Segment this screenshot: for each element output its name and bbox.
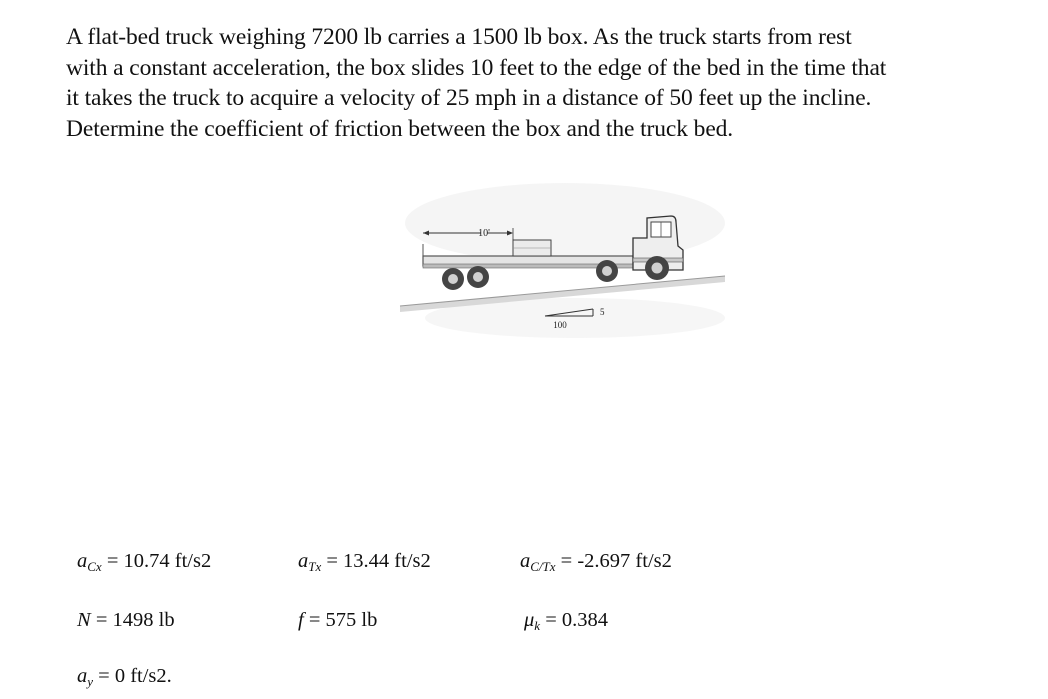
result-a-tx (298, 549, 431, 579)
result-a-tx-symbol: a (298, 550, 309, 572)
result-a-cx-value: = 10.74 ft/s2 (101, 550, 212, 572)
result-mu-k (524, 608, 608, 638)
result-a-y-sub: y (87, 674, 94, 689)
result-a-ctx-sub: C/Tx (530, 559, 556, 574)
result-friction-force (298, 608, 377, 632)
result-a-cx-sub: Cx (87, 559, 102, 574)
problem-line-3: it takes the truck to acquire a velocity of 25 mph in a distance of 50 feet up the incline. (66, 85, 872, 111)
problem-line-2: with a constant acceleration, the box slides 10 feet to the edge of the bed in the time that (66, 54, 887, 81)
problem-line-4: Determine the coefficient of friction between the box and the truck bed. (66, 115, 734, 142)
truck-incline-figure (395, 178, 735, 340)
dimension-label: 10' (478, 228, 490, 239)
slope-rise-label: 5 (600, 307, 605, 317)
result-a-ctx-symbol: a (520, 550, 531, 572)
result-friction-force-symbol: f (298, 609, 304, 631)
problem-line-1: A flat-bed truck weighing 7200 lb carries a 1500 lb box. As the truck starts from rest (66, 24, 852, 50)
result-mu-k-symbol: μ (524, 609, 535, 631)
result-a-ctx (520, 549, 672, 579)
result-normal-force-symbol: N (77, 609, 91, 631)
slope-run-label: 100 (553, 320, 567, 330)
result-a-tx-sub: Tx (308, 559, 322, 574)
result-a-tx-value: = 13.44 ft/s2 (321, 550, 431, 572)
box (513, 240, 551, 256)
result-a-cx (77, 549, 211, 579)
result-a-y (77, 664, 172, 694)
result-normal-force-value: = 1498 lb (90, 609, 175, 631)
result-a-y-value: = 0 ft/s2. (93, 665, 172, 687)
result-normal-force (77, 608, 175, 632)
result-friction-force-value: = 575 lb (303, 609, 378, 631)
problem-statement (66, 22, 1036, 144)
result-a-ctx-value: = -2.697 ft/s2 (555, 550, 672, 572)
result-a-y-symbol: a (77, 665, 88, 687)
result-mu-k-sub: k (534, 618, 541, 633)
result-mu-k-value: = 0.384 (540, 609, 609, 631)
result-a-cx-symbol: a (77, 550, 88, 572)
